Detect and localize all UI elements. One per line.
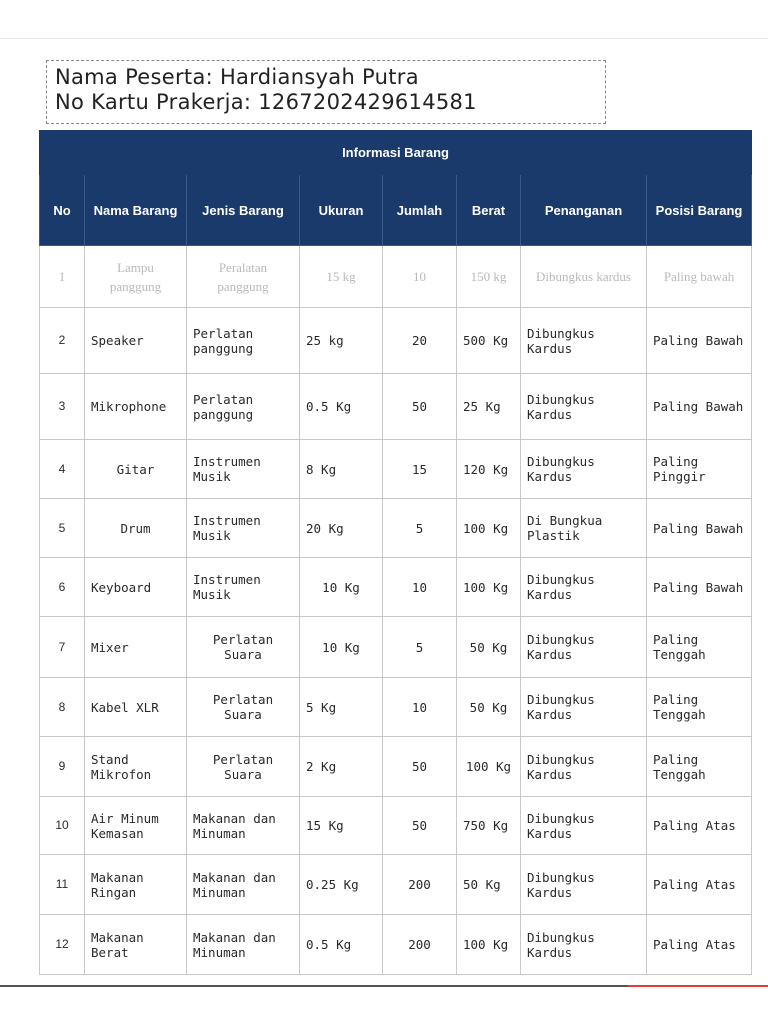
cell-no: 8: [40, 678, 85, 737]
cell-jumlah: 10: [383, 678, 457, 737]
header-posisi-barang: Posisi Barang: [647, 175, 752, 246]
table-row: [40, 558, 752, 617]
cell-nama-barang: Gitar: [85, 440, 187, 499]
cell-jumlah: 50: [383, 374, 457, 440]
header-ukuran: Ukuran: [300, 175, 383, 246]
goods-table: [39, 130, 752, 975]
cell-no: 2: [40, 308, 85, 374]
cell-no: 6: [40, 558, 85, 617]
cell-penanganan: Dibungkus Kardus: [521, 678, 647, 737]
cell-no: 9: [40, 737, 85, 797]
header-berat: Berat: [457, 175, 521, 246]
cell-nama-barang: Kabel XLR: [85, 678, 187, 737]
cell-no: 12: [40, 915, 85, 975]
cell-nama-barang: Drum: [85, 499, 187, 558]
cell-berat: 100 Kg: [457, 915, 521, 975]
cell-nama-barang: Speaker: [85, 308, 187, 374]
participant-name: Nama Peserta: Hardiansyah Putra: [55, 65, 419, 89]
cell-jenis-barang: Perlatan Suara: [187, 678, 300, 737]
cell-jumlah: 200: [383, 915, 457, 975]
cell-nama-barang: Makanan Ringan: [85, 855, 187, 915]
cell-berat: 50 Kg: [457, 678, 521, 737]
cell-berat: 100 Kg: [457, 558, 521, 617]
cell-posisi: Paling Tenggah: [647, 678, 752, 737]
cell-ukuran: 2 Kg: [300, 737, 383, 797]
cell-jenis-barang: Makanan dan Minuman: [187, 855, 300, 915]
top-divider: [0, 38, 768, 39]
cell-berat: 750 Kg: [457, 797, 521, 855]
header-nama-barang: Nama Barang: [85, 175, 187, 246]
cell-ukuran: 5 Kg: [300, 678, 383, 737]
cell-jumlah: 200: [383, 855, 457, 915]
cell-penanganan: Di Bungkua Plastik: [521, 499, 647, 558]
cell-berat: 50 Kg: [457, 855, 521, 915]
bottom-accent-line: [628, 985, 768, 987]
cell-ukuran: 10 Kg: [300, 617, 383, 678]
cell-nama-barang: Lampu panggung: [85, 246, 187, 308]
cell-posisi: Paling Atas: [647, 797, 752, 855]
cell-penanganan: Dibungkus Kardus: [521, 440, 647, 499]
cell-penanganan: Dibungkus Kardus: [521, 308, 647, 374]
cell-nama-barang: Stand Mikrofon: [85, 737, 187, 797]
table-row: [40, 499, 752, 558]
cell-jenis-barang: Peralatan panggung: [187, 246, 300, 308]
cell-nama-barang: Air Minum Kemasan: [85, 797, 187, 855]
table-row: [40, 308, 752, 374]
header-no: No: [40, 175, 85, 246]
table-row: [40, 737, 752, 797]
table-row: [40, 440, 752, 499]
cell-posisi: Paling Pinggir: [647, 440, 752, 499]
cell-penanganan: Dibungkus Kardus: [521, 617, 647, 678]
participant-card-number: No Kartu Prakerja: 1267202429614581: [55, 90, 477, 114]
cell-jenis-barang: Perlatan panggung: [187, 308, 300, 374]
table-row: [40, 617, 752, 678]
cell-ukuran: 0.25 Kg: [300, 855, 383, 915]
table-row: [40, 855, 752, 915]
table-caption: Informasi Barang: [40, 131, 752, 175]
cell-jumlah: 50: [383, 737, 457, 797]
cell-posisi: Paling Tenggah: [647, 617, 752, 678]
cell-no: 11: [40, 855, 85, 915]
cell-posisi: Paling Bawah: [647, 499, 752, 558]
cell-jumlah: 10: [383, 558, 457, 617]
cell-penanganan: Dibungkus Kardus: [521, 374, 647, 440]
cell-berat: 100 Kg: [457, 737, 521, 797]
table-row: [40, 374, 752, 440]
cell-penanganan: Dibungkus Kardus: [521, 855, 647, 915]
cell-jenis-barang: Instrumen Musik: [187, 499, 300, 558]
cell-jumlah: 20: [383, 308, 457, 374]
header-penanganan: Penanganan: [521, 175, 647, 246]
cell-jumlah: 10: [383, 246, 457, 308]
cell-no: 1: [40, 246, 85, 308]
cell-nama-barang: Keyboard: [85, 558, 187, 617]
cell-no: 4: [40, 440, 85, 499]
cell-ukuran: 0.5 Kg: [300, 915, 383, 975]
cell-penanganan: Dibungkus kardus: [521, 246, 647, 308]
cell-jenis-barang: Perlatan Suara: [187, 737, 300, 797]
cell-nama-barang: Mikrophone: [85, 374, 187, 440]
cell-posisi: Paling Bawah: [647, 374, 752, 440]
cell-jenis-barang: Instrumen Musik: [187, 558, 300, 617]
cell-ukuran: 15 kg: [300, 246, 383, 308]
table-header-row: [40, 175, 752, 246]
cell-jenis-barang: Makanan dan Minuman: [187, 797, 300, 855]
cell-jenis-barang: Perlatan Suara: [187, 617, 300, 678]
cell-no: 5: [40, 499, 85, 558]
cell-penanganan: Dibungkus Kardus: [521, 737, 647, 797]
cell-penanganan: Dibungkus Kardus: [521, 915, 647, 975]
participant-info-box: [46, 60, 606, 124]
cell-ukuran: 20 Kg: [300, 499, 383, 558]
cell-no: 10: [40, 797, 85, 855]
cell-ukuran: 8 Kg: [300, 440, 383, 499]
header-jumlah: Jumlah: [383, 175, 457, 246]
cell-jenis-barang: Makanan dan Minuman: [187, 915, 300, 975]
cell-posisi: Paling Bawah: [647, 558, 752, 617]
cell-berat: 100 Kg: [457, 499, 521, 558]
cell-jumlah: 50: [383, 797, 457, 855]
cell-posisi: Paling bawah: [647, 246, 752, 308]
cell-ukuran: 15 Kg: [300, 797, 383, 855]
cell-berat: 50 Kg: [457, 617, 521, 678]
cell-ukuran: 0.5 Kg: [300, 374, 383, 440]
cell-berat: 150 kg: [457, 246, 521, 308]
cell-berat: 120 Kg: [457, 440, 521, 499]
table-row: [40, 915, 752, 975]
cell-no: 3: [40, 374, 85, 440]
cell-penanganan: Dibungkus Kardus: [521, 797, 647, 855]
cell-jenis-barang: Perlatan panggung: [187, 374, 300, 440]
cell-jumlah: 15: [383, 440, 457, 499]
cell-jenis-barang: Instrumen Musik: [187, 440, 300, 499]
cell-penanganan: Dibungkus Kardus: [521, 558, 647, 617]
cell-jumlah: 5: [383, 499, 457, 558]
cell-posisi: Paling Atas: [647, 915, 752, 975]
table-row: [40, 678, 752, 737]
table-row: [40, 246, 752, 308]
cell-nama-barang: Makanan Berat: [85, 915, 187, 975]
cell-ukuran: 10 Kg: [300, 558, 383, 617]
header-jenis-barang: Jenis Barang: [187, 175, 300, 246]
cell-berat: 25 Kg: [457, 374, 521, 440]
cell-nama-barang: Mixer: [85, 617, 187, 678]
table-row: [40, 797, 752, 855]
cell-jumlah: 5: [383, 617, 457, 678]
cell-berat: 500 Kg: [457, 308, 521, 374]
cell-posisi: Paling Bawah: [647, 308, 752, 374]
cell-posisi: Paling Atas: [647, 855, 752, 915]
cell-ukuran: 25 kg: [300, 308, 383, 374]
cell-no: 7: [40, 617, 85, 678]
cell-posisi: Paling Tenggah: [647, 737, 752, 797]
